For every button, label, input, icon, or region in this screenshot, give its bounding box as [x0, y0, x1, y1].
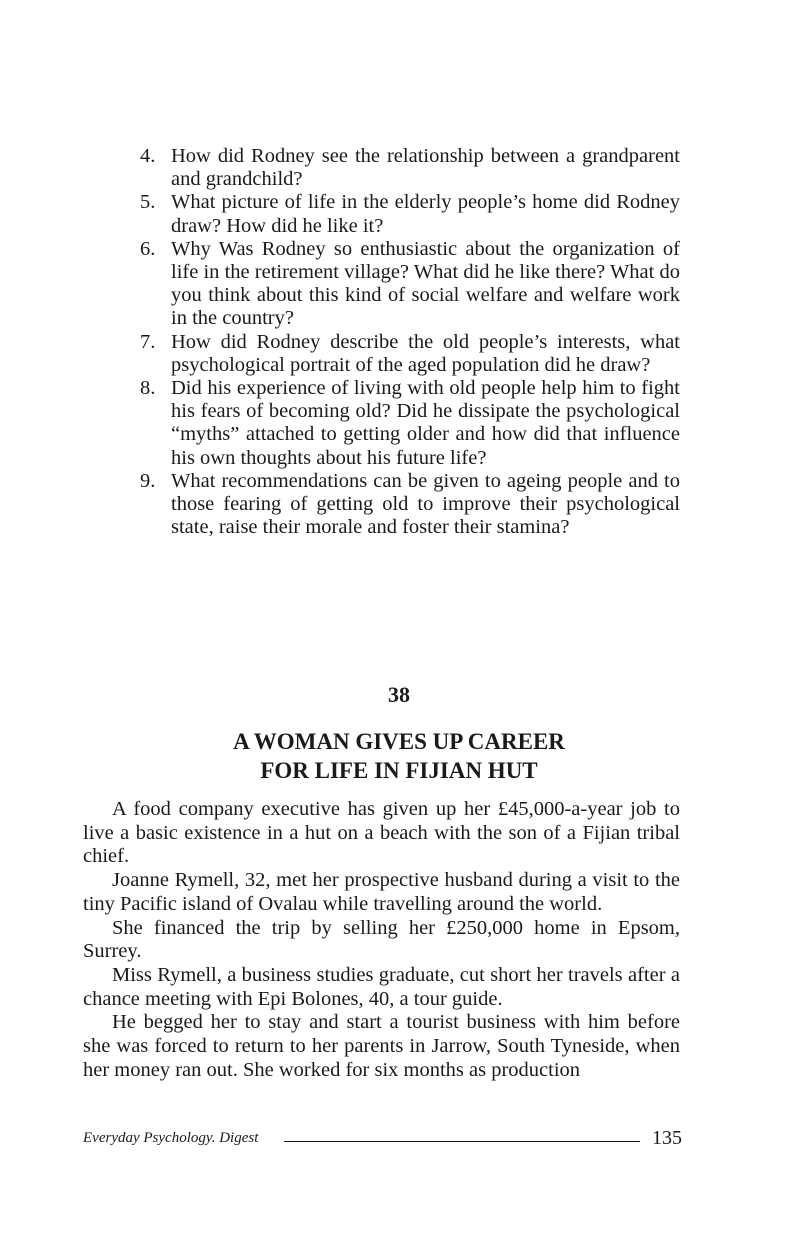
- question-item: [140, 145, 680, 191]
- question-number: 5.: [140, 191, 156, 214]
- question-list: [140, 145, 680, 539]
- article-title: [0, 727, 798, 785]
- article-paragraph: He begged her to stay and start a tourist business with him before she was forced to return to her parents in Jarrow, South Tyneside, when her money ran out. She worked for six months as production: [83, 1011, 680, 1081]
- section-number: 38: [388, 682, 410, 707]
- article-paragraph: Joanne Rymell, 32, met her prospective husband during a visit to the tiny Pacific island of Ovalau while travelling around the world.: [83, 869, 680, 915]
- page-number: 135: [652, 1126, 682, 1149]
- question-number: 6.: [140, 237, 156, 260]
- question-number: 8.: [140, 377, 156, 400]
- question-text: Why Was Rodney so enthusiastic about the organization of life in the retirement village? What did he like there? What do you think about this kind of social welfare and welfare work in the country?: [171, 237, 680, 330]
- article-body: [83, 798, 680, 1082]
- question-number: 7.: [140, 330, 156, 353]
- question-item: [140, 238, 680, 331]
- page-footer: [83, 1126, 682, 1150]
- article-title-line: FOR LIFE IN FIJIAN HUT: [260, 758, 538, 783]
- question-text: Did his experience of living with old people help him to fight his fears of becoming old? Did he dissipate the psychological “myths” attached to getting older and how did that influence his own thoughts about his future life?: [171, 377, 680, 469]
- article-title-line: A WOMAN GIVES UP CAREER: [233, 729, 565, 754]
- article-paragraph: Miss Rymell, a business studies graduate, cut short her travels after a chance meeting with Epi Bolones, 40, a tour guide.: [83, 963, 680, 1010]
- question-text: What recommendations can be given to ageing people and to those fearing of getting old to improve their psychological state, raise their morale and foster their stamina?: [171, 469, 680, 539]
- question-number: 4.: [140, 145, 156, 167]
- question-item: [140, 331, 680, 377]
- question-number: 9.: [140, 469, 156, 492]
- question-text: How did Rodney see the relationship between a grandparent and grandchild?: [171, 145, 680, 191]
- article-paragraph: She financed the trip by selling her £250,000 home in Epsom, Surrey.: [83, 916, 680, 963]
- publication-title: Everyday Psychology. Digest: [83, 1129, 259, 1146]
- question-text: How did Rodney describe the old people’s interests, what psychological portrait of the aged population did he draw?: [171, 330, 680, 376]
- article-paragraph: A food company executive has given up her £45,000-a-year job to live a basic existence in a hut on a beach with the son of a Fijian tribal chief.: [83, 798, 680, 868]
- question-text: What picture of life in the elderly people’s home did Rodney draw? How did he like it?: [171, 191, 680, 237]
- footer-divider: [284, 1141, 640, 1142]
- question-item: [140, 470, 680, 540]
- question-item: [140, 377, 680, 470]
- question-item: [140, 191, 680, 237]
